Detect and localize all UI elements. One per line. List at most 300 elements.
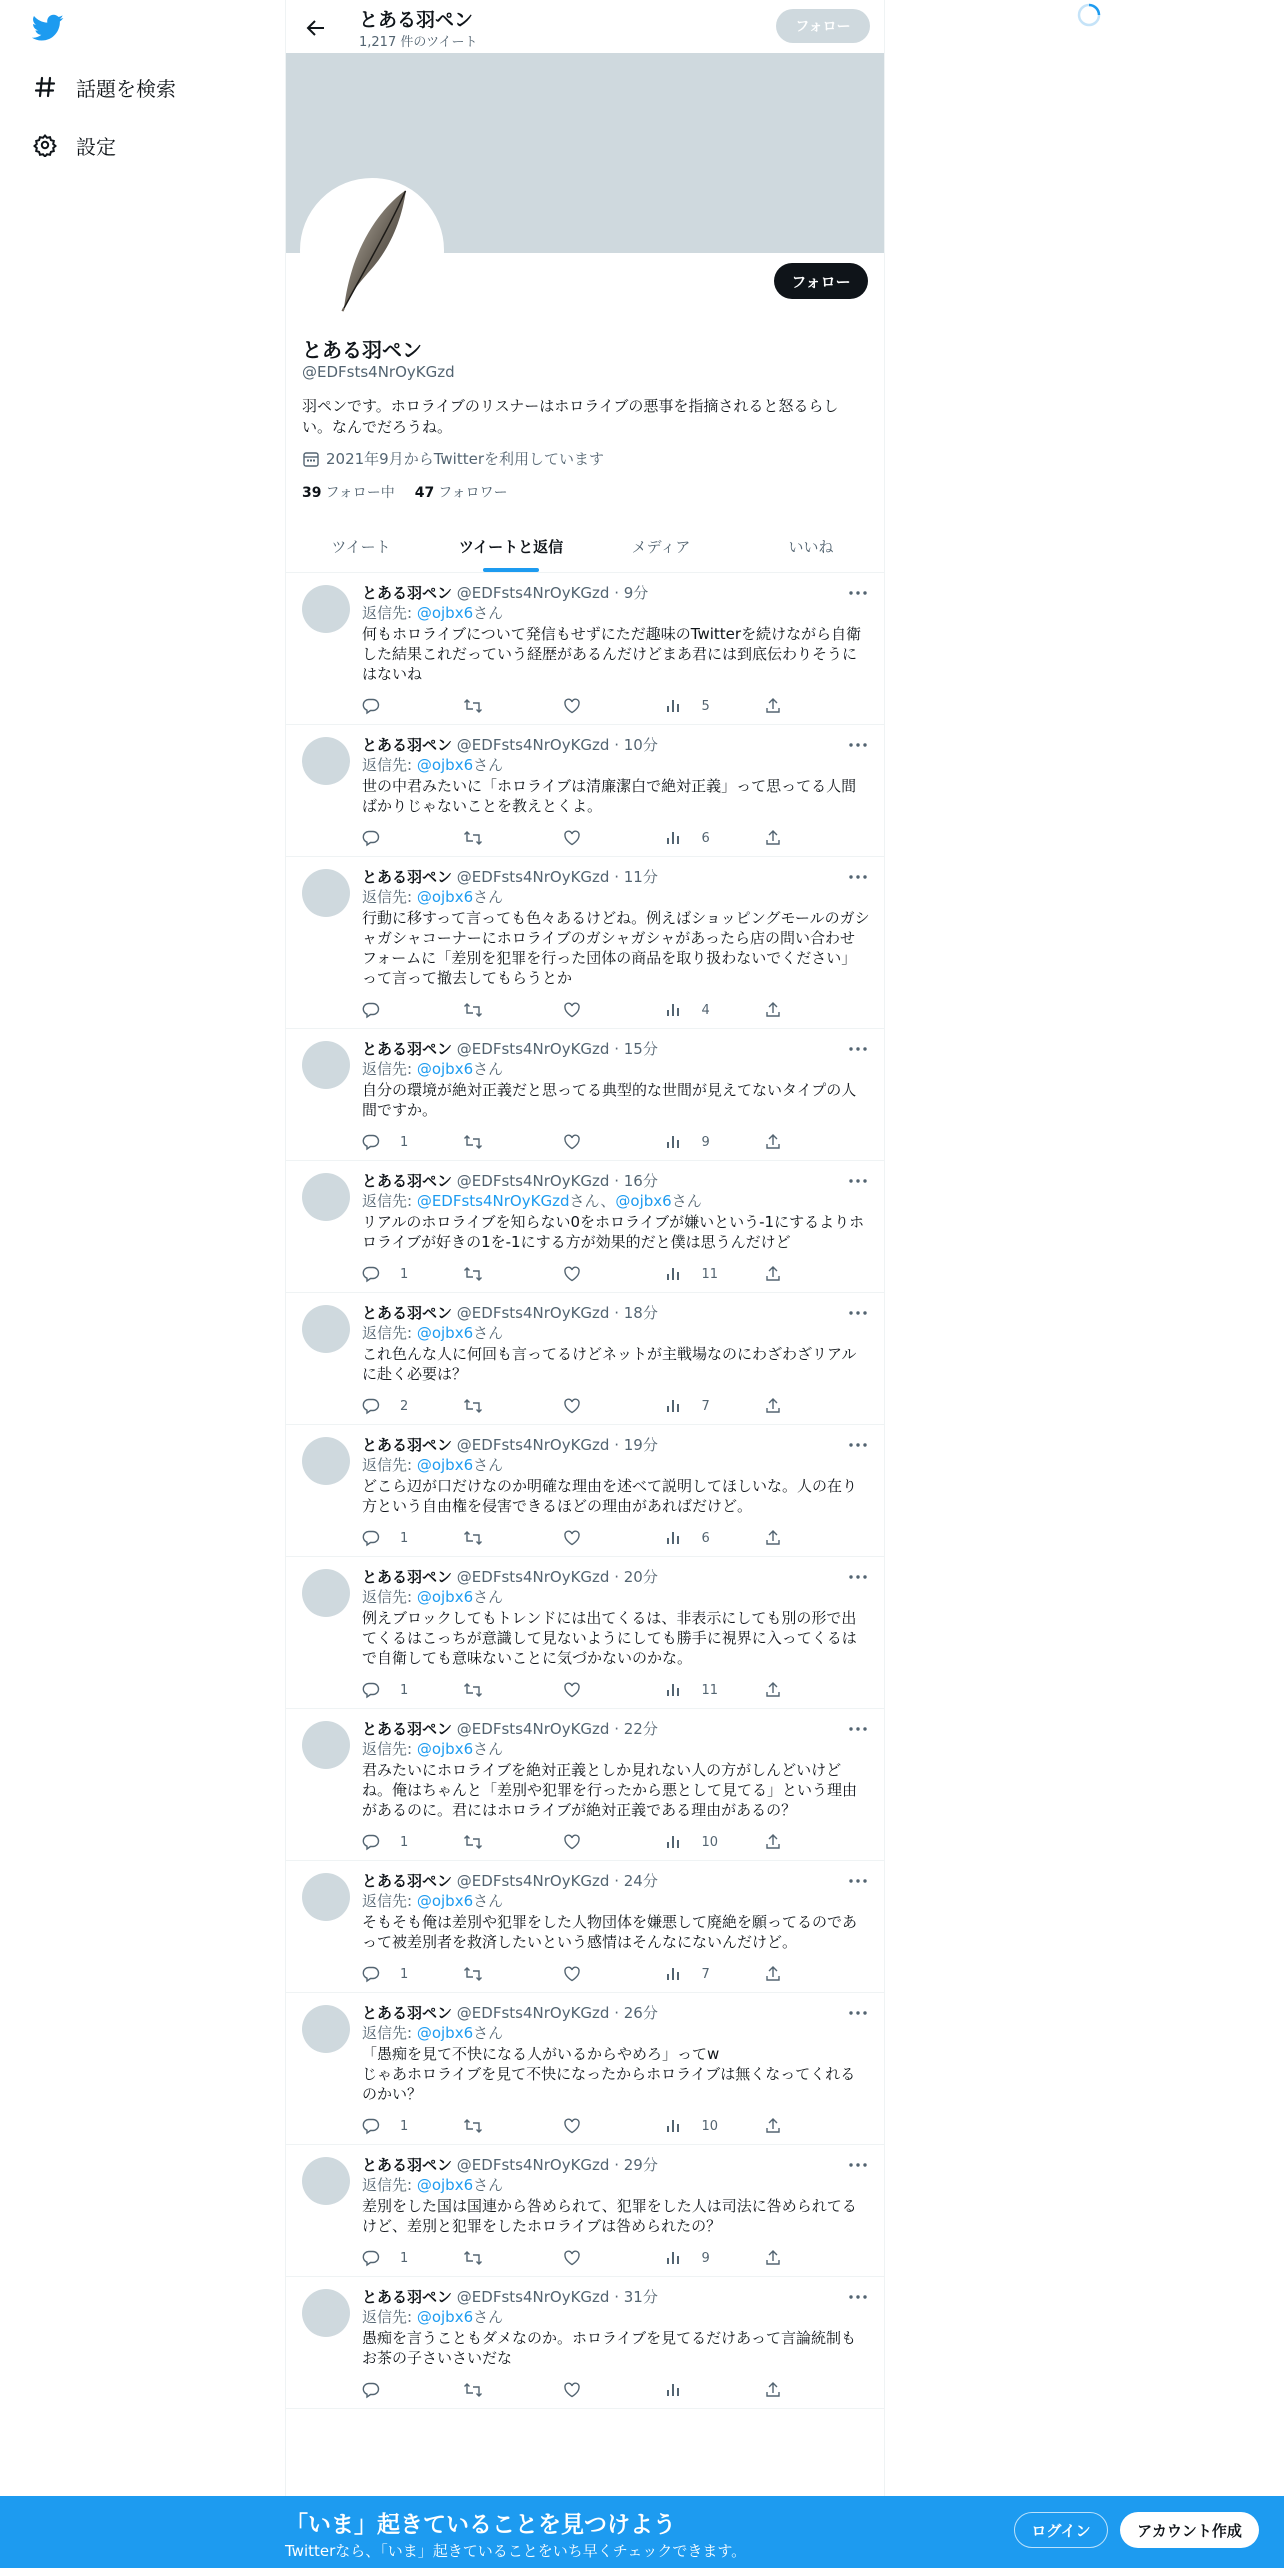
share-button[interactable] <box>764 1133 794 1151</box>
tweet-time[interactable]: 24分 <box>623 1872 658 1890</box>
signup-button[interactable]: アカウント作成 <box>1120 2512 1259 2548</box>
tweet-author-name[interactable]: とある羽ペン <box>362 2288 453 2306</box>
reply-button[interactable] <box>362 1529 442 1547</box>
tweet[interactable] <box>286 573 885 725</box>
tweet-author-handle[interactable]: @EDFsts4NrOyKGzd <box>456 584 610 602</box>
followers-link[interactable] <box>415 482 508 502</box>
more-options-icon[interactable] <box>846 1567 870 1587</box>
tweet-author-name[interactable]: とある羽ペン <box>362 584 453 602</box>
reply-prefix: 返信先: <box>362 1192 417 1210</box>
retweet-button[interactable] <box>463 2381 543 2399</box>
tweet-text: 「愚痴を見て不快になる人がいるからやめろ」ってw じゃあホロライブを見て不快になったからホロライブは無くなってくれるのかい？ <box>362 2045 856 2103</box>
share-button[interactable] <box>764 2249 794 2267</box>
reply-context <box>362 1455 870 1475</box>
share-icon <box>764 1133 792 1151</box>
reply-mention[interactable]: @ojbx6 <box>416 1740 474 1758</box>
reply-suffix: さん <box>473 2024 504 2042</box>
share-icon <box>764 1833 792 1851</box>
like-button[interactable] <box>563 2249 643 2267</box>
share-button[interactable] <box>764 1965 794 1983</box>
views-button[interactable] <box>664 697 744 715</box>
retweet-button[interactable] <box>463 1001 543 1019</box>
retweet-icon <box>463 829 493 847</box>
tweet-header <box>362 583 870 603</box>
tweet-author-name[interactable]: とある羽ペン <box>362 1436 453 1454</box>
profile-handle: @EDFsts4NrOyKGzd <box>302 363 455 381</box>
more-options-icon[interactable] <box>846 1171 870 1191</box>
tweet[interactable] <box>286 2145 885 2277</box>
reply-count: 1 <box>400 1530 409 1546</box>
view-count: 6 <box>701 830 710 846</box>
reply-context <box>362 1191 870 1211</box>
heart-icon <box>563 1681 591 1699</box>
views-button[interactable] <box>664 1397 744 1415</box>
reply-icon <box>362 2249 390 2267</box>
tweet[interactable] <box>286 1425 885 1557</box>
retweet-button[interactable] <box>463 1397 543 1415</box>
share-button[interactable] <box>764 2117 794 2135</box>
more-options-icon[interactable] <box>846 1871 870 1891</box>
tweet-time[interactable]: 20分 <box>623 1568 658 1586</box>
tweet-author-handle[interactable]: @EDFsts4NrOyKGzd <box>456 1040 610 1058</box>
tweet-avatar[interactable] <box>302 1041 350 1089</box>
reply-button[interactable] <box>362 697 442 715</box>
reply-button[interactable] <box>362 2381 442 2399</box>
share-button[interactable] <box>764 2381 794 2399</box>
heart-icon <box>563 1965 591 1983</box>
bar-chart-icon <box>664 1133 692 1151</box>
reply-count: 1 <box>400 2118 409 2134</box>
tweet-time[interactable]: 15分 <box>623 1040 658 1058</box>
views-button[interactable] <box>664 1265 744 1283</box>
tweet-header <box>362 1039 870 1059</box>
share-icon <box>764 1681 792 1699</box>
reply-suffix: さん <box>473 2176 504 2194</box>
share-button[interactable] <box>764 697 794 715</box>
share-icon <box>764 697 792 715</box>
reply-context <box>362 1323 870 1343</box>
reply-mention[interactable]: @ojbx6 <box>416 1324 474 1342</box>
retweet-button[interactable] <box>463 829 543 847</box>
tweet-text: 君みたいにホロライブを絶対正義としか見れない人の方がしんどいけどね。俺はちゃんと「差別や犯罪を行ったから悪として見てる」という理由があるのに。君にはホロライブが絶対正義である理由があるの？ <box>362 1761 858 1819</box>
reply-icon <box>362 1265 390 1283</box>
retweet-icon <box>463 1965 493 1983</box>
tweet-actions <box>362 1388 794 1424</box>
reply-icon <box>362 1001 390 1019</box>
reply-button[interactable] <box>362 1265 442 1283</box>
profile-avatar[interactable] <box>300 178 444 322</box>
tweet-author-name[interactable]: とある羽ペン <box>362 2004 453 2022</box>
reply-button[interactable] <box>362 1965 442 1983</box>
bar-chart-icon <box>664 1833 692 1851</box>
tweet-actions <box>362 1824 794 1860</box>
tweet-actions <box>362 1956 794 1992</box>
retweet-icon <box>463 1397 493 1415</box>
more-options-icon[interactable] <box>846 1303 870 1323</box>
views-button[interactable] <box>664 1001 744 1019</box>
reply-context <box>362 1891 870 1911</box>
share-icon <box>764 1529 792 1547</box>
tweet-header <box>362 1171 870 1191</box>
tweet-author-handle[interactable]: @EDFsts4NrOyKGzd <box>456 1720 610 1738</box>
tweet-dot: · <box>609 584 624 602</box>
like-button[interactable] <box>563 697 643 715</box>
twitter-logo-icon[interactable] <box>32 14 64 42</box>
reply-suffix: さん <box>473 888 504 906</box>
login-button[interactable]: ログイン <box>1014 2512 1108 2548</box>
reply-button[interactable] <box>362 1833 442 1851</box>
tweet-avatar[interactable] <box>302 1569 350 1617</box>
retweet-icon <box>463 1833 493 1851</box>
tweet-author-name[interactable]: とある羽ペン <box>362 2156 453 2174</box>
tweet-avatar[interactable] <box>302 2157 350 2205</box>
reply-button[interactable] <box>362 1681 442 1699</box>
tweet-time[interactable]: 26分 <box>623 2004 658 2022</box>
bar-chart-icon <box>664 1265 692 1283</box>
tweet-time[interactable]: 10分 <box>623 736 658 754</box>
tweet-avatar[interactable] <box>302 585 350 633</box>
views-button[interactable] <box>664 1833 744 1851</box>
tweet-actions <box>362 1256 794 1292</box>
tweet-author-name[interactable]: とある羽ペン <box>362 1720 453 1738</box>
tweet[interactable] <box>286 857 885 1029</box>
tweet-avatar[interactable] <box>302 1721 350 1769</box>
more-options-icon[interactable] <box>846 735 870 755</box>
tweet-text: 愚痴を言うこともダメなのか。ホロライブを見てるだけあって言論統制もお茶の子さいさいだな <box>362 2329 856 2367</box>
tweet-time[interactable]: 11分 <box>623 868 658 886</box>
views-button[interactable] <box>664 2381 744 2399</box>
like-button[interactable] <box>563 1133 643 1151</box>
tweet-time[interactable]: 29分 <box>623 2156 658 2174</box>
retweet-button[interactable] <box>463 1265 543 1283</box>
retweet-icon <box>463 1681 493 1699</box>
reply-mention[interactable]: @ojbx6 <box>416 2308 474 2326</box>
more-options-icon[interactable] <box>846 2287 870 2307</box>
tweet-dot: · <box>609 2004 624 2022</box>
tweet[interactable] <box>286 1029 885 1161</box>
reply-suffix: さん <box>473 1324 504 1342</box>
tweet-author-handle[interactable]: @EDFsts4NrOyKGzd <box>456 736 610 754</box>
tweet-text: 何もホロライブについて発信もせずにただ趣味のTwitterを続けながら自衛した結果これだっていう経歴があるんだけどまあ君には到底伝わりそうにはないね <box>362 625 862 683</box>
tweet[interactable] <box>286 1709 885 1861</box>
share-button[interactable] <box>764 1681 794 1699</box>
top-header <box>286 0 885 53</box>
reply-prefix: 返信先: <box>362 2176 417 2194</box>
reply-button[interactable] <box>362 1133 442 1151</box>
reply-mention[interactable]: @ojbx6 <box>615 1192 672 1210</box>
retweet-button[interactable] <box>463 1529 543 1547</box>
follow-button[interactable]: フォロー <box>774 263 868 299</box>
tweet[interactable] <box>286 1993 885 2145</box>
more-options-icon[interactable] <box>846 1719 870 1739</box>
header-follow-button[interactable]: フォロー <box>776 9 870 43</box>
share-button[interactable] <box>764 829 794 847</box>
share-icon <box>764 1001 792 1019</box>
share-button[interactable] <box>764 1265 794 1283</box>
reply-button[interactable] <box>362 1397 442 1415</box>
reply-prefix: 返信先: <box>362 1060 417 1078</box>
retweet-icon <box>463 2381 493 2399</box>
more-options-icon[interactable] <box>846 867 870 887</box>
tweet-actions <box>362 820 794 856</box>
views-button[interactable] <box>664 2249 744 2267</box>
reply-context <box>362 2175 870 2195</box>
loading-spinner-icon <box>1077 3 1101 27</box>
reply-button[interactable] <box>362 1001 442 1019</box>
tweet-author-name[interactable]: とある羽ペン <box>362 1872 453 1890</box>
tweet-time[interactable]: 22分 <box>623 1720 658 1738</box>
reply-suffix: さん <box>473 1060 504 1078</box>
profile-tabs <box>286 520 885 573</box>
tweet-author-handle[interactable]: @EDFsts4NrOyKGzd <box>456 1568 610 1586</box>
reply-suffix: さん <box>473 2308 504 2326</box>
view-count: 11 <box>701 1266 719 1282</box>
reply-prefix: 返信先: <box>362 1588 417 1606</box>
reply-context <box>362 1059 870 1079</box>
share-button[interactable] <box>764 1001 794 1019</box>
tweet-text: リアルのホロライブを知らない0をホロライブが嫌いという-1にするよりホロライブが好きの1を-1にする方が効果的だと僕は思うんだけど <box>362 1213 865 1251</box>
tweet-author-handle[interactable]: @EDFsts4NrOyKGzd <box>456 1872 610 1890</box>
tweet-avatar[interactable] <box>302 869 350 917</box>
tweet-text: 自分の環境が絶対正義だと思ってる典型的な世間が見えてないタイプの人間ですか。 <box>362 1081 857 1119</box>
tweet-text: そもそも俺は差別や犯罪をした人物団体を嫌悪して廃絶を願ってるのであって被差別者を救済したいという感情はそんなにないんだけど。 <box>362 1913 858 1951</box>
retweet-button[interactable] <box>463 1681 543 1699</box>
tab-media[interactable]: メディア <box>631 537 691 556</box>
share-button[interactable] <box>764 1833 794 1851</box>
tweet-actions <box>362 2372 794 2408</box>
views-button[interactable] <box>664 829 744 847</box>
like-button[interactable] <box>563 1265 643 1283</box>
tweet-time[interactable]: 19分 <box>623 1436 658 1454</box>
reply-prefix: 返信先: <box>362 2024 417 2042</box>
reply-prefix: 返信先: <box>362 2308 417 2326</box>
reply-suffix: さん <box>671 1192 702 1210</box>
more-options-icon[interactable] <box>846 1039 870 1059</box>
view-count: 10 <box>701 1834 719 1850</box>
retweet-button[interactable] <box>463 1133 543 1151</box>
following-label: フォロー中 <box>325 485 395 501</box>
arrow-left-icon <box>306 18 326 38</box>
nav-item-settings[interactable] <box>32 125 116 165</box>
views-button[interactable] <box>664 2117 744 2135</box>
reply-count: 1 <box>400 1966 409 1982</box>
followers-label: フォロワー <box>438 485 508 501</box>
retweet-icon <box>463 2117 493 2135</box>
reply-mention[interactable]: @EDFsts4NrOyKGzd <box>416 1192 570 1210</box>
quill-feather-icon <box>304 182 440 318</box>
reply-context <box>362 1739 870 1759</box>
tweet-author-name[interactable]: とある羽ペン <box>362 1568 453 1586</box>
header-tweet-count: 1,217 件のツイート <box>359 35 478 50</box>
tweet[interactable] <box>286 725 885 857</box>
tab-tweets[interactable]: ツイート <box>331 537 391 556</box>
reply-mention[interactable]: @ojbx6 <box>416 1060 474 1078</box>
reply-context <box>362 2023 870 2043</box>
like-button[interactable] <box>563 1397 643 1415</box>
retweet-icon <box>463 2249 493 2267</box>
reply-icon <box>362 1833 390 1851</box>
tweet-time[interactable]: 9分 <box>623 584 649 602</box>
tweet-avatar[interactable] <box>302 1173 350 1221</box>
reply-mention[interactable]: @ojbx6 <box>416 756 474 774</box>
back-button[interactable] <box>300 12 332 44</box>
views-button[interactable] <box>664 1133 744 1151</box>
tweet-dot: · <box>609 1568 624 1586</box>
reply-mention[interactable]: @ojbx6 <box>416 1588 474 1606</box>
heart-icon <box>563 829 591 847</box>
reply-icon <box>362 1681 390 1699</box>
bar-chart-icon <box>664 1529 692 1547</box>
tweet-author-handle[interactable]: @EDFsts4NrOyKGzd <box>456 1172 610 1190</box>
reply-mention[interactable]: @ojbx6 <box>416 2176 474 2194</box>
reply-mention[interactable]: @ojbx6 <box>416 604 474 622</box>
reply-count: 1 <box>400 1134 409 1150</box>
like-button[interactable] <box>563 1681 643 1699</box>
retweet-button[interactable] <box>463 697 543 715</box>
tweet-header <box>362 1871 870 1891</box>
tweet-dot: · <box>609 1040 624 1058</box>
reply-icon <box>362 1965 390 1983</box>
reply-suffix: さん <box>473 1456 504 1474</box>
views-button[interactable] <box>664 1529 744 1547</box>
tweet-dot: · <box>609 1172 624 1190</box>
tweet-actions <box>362 1124 794 1160</box>
tweet-author-name[interactable]: とある羽ペン <box>362 1304 453 1322</box>
heart-icon <box>563 1133 591 1151</box>
like-button[interactable] <box>563 1001 643 1019</box>
reply-suffix: さん <box>473 1892 504 1910</box>
retweet-button[interactable] <box>463 2249 543 2267</box>
tweet-author-handle[interactable]: @EDFsts4NrOyKGzd <box>456 2288 610 2306</box>
reply-prefix: 返信先: <box>362 1456 417 1474</box>
like-button[interactable] <box>563 1833 643 1851</box>
views-button[interactable] <box>664 1681 744 1699</box>
tweet-time[interactable]: 31分 <box>623 2288 658 2306</box>
tweet-header <box>362 1719 870 1739</box>
reply-prefix: 返信先: <box>362 604 417 622</box>
tweet-actions <box>362 2240 794 2276</box>
reply-icon <box>362 697 390 715</box>
views-button[interactable] <box>664 1965 744 1983</box>
share-button[interactable] <box>764 1397 794 1415</box>
reply-prefix: 返信先: <box>362 888 417 906</box>
tweet-header <box>362 1303 870 1323</box>
reply-prefix: 返信先: <box>362 756 417 774</box>
reply-suffix: さん <box>473 604 504 622</box>
like-button[interactable] <box>563 2117 643 2135</box>
reply-button[interactable] <box>362 2249 442 2267</box>
tweet-text: 差別をした国は国連から咎められて、犯罪をした人は司法に咎められてるけど、差別と犯罪をしたホロライブは咎められたの？ <box>362 2197 857 2235</box>
tweet-time[interactable]: 16分 <box>623 1172 658 1190</box>
more-options-icon[interactable] <box>846 1435 870 1455</box>
reply-mention[interactable]: @ojbx6 <box>416 1892 474 1910</box>
share-button[interactable] <box>764 1529 794 1547</box>
reply-count: 1 <box>400 1266 409 1282</box>
tweet-avatar[interactable] <box>302 2289 350 2337</box>
tweet-avatar[interactable] <box>302 1873 350 1921</box>
more-options-icon[interactable] <box>846 583 870 603</box>
tweet[interactable] <box>286 1861 885 1993</box>
tweet-actions <box>362 688 794 724</box>
tweet-dot: · <box>609 1872 624 1890</box>
tab-tweets-and-replies[interactable]: ツイートと返信 <box>436 520 586 572</box>
tweet-author-name[interactable]: とある羽ペン <box>362 1040 453 1058</box>
profile-bio: 羽ペンです。ホロライブのリスナーはホロライブの悪事を指摘されると怒るらしい。なんでだろうね。 <box>302 397 839 436</box>
tweet-header <box>362 2003 870 2023</box>
view-count: 7 <box>701 1966 710 1982</box>
reply-mention[interactable]: @ojbx6 <box>416 888 474 906</box>
view-count: 11 <box>701 1682 719 1698</box>
reply-mention[interactable]: @ojbx6 <box>416 1456 474 1474</box>
tweet[interactable] <box>286 1293 885 1425</box>
view-count: 5 <box>701 698 710 714</box>
tweet-author-handle[interactable]: @EDFsts4NrOyKGzd <box>456 2156 610 2174</box>
tweet-actions <box>362 2108 794 2144</box>
tweet-author-name[interactable]: とある羽ペン <box>362 736 453 754</box>
share-icon <box>764 2117 792 2135</box>
tweet-author-handle[interactable]: @EDFsts4NrOyKGzd <box>456 2004 610 2022</box>
reply-button[interactable] <box>362 2117 442 2135</box>
tab-likes[interactable]: いいね <box>788 537 834 556</box>
like-button[interactable] <box>563 1529 643 1547</box>
retweet-button[interactable] <box>463 1965 543 1983</box>
tweet-author-handle[interactable]: @EDFsts4NrOyKGzd <box>456 1304 610 1322</box>
tweet[interactable] <box>286 2277 885 2409</box>
nav-item-explore[interactable] <box>32 67 176 107</box>
tweet-author-handle[interactable]: @EDFsts4NrOyKGzd <box>456 1436 610 1454</box>
bar-chart-icon <box>664 697 692 715</box>
bar-chart-icon <box>664 2249 692 2267</box>
tweet-dot: · <box>609 1436 624 1454</box>
retweet-button[interactable] <box>463 1833 543 1851</box>
tweet-avatar[interactable] <box>302 1437 350 1485</box>
more-options-icon[interactable] <box>846 2155 870 2175</box>
tweet[interactable] <box>286 1161 885 1293</box>
view-count: 7 <box>701 1398 710 1414</box>
reply-context <box>362 887 870 907</box>
like-button[interactable] <box>563 1965 643 1983</box>
signup-banner-title: 「いま」起きていることを見つけよう <box>285 2512 676 2538</box>
like-button[interactable] <box>563 829 643 847</box>
reply-count: 2 <box>400 1398 409 1414</box>
tweet-author-name[interactable]: とある羽ペン <box>362 1172 453 1190</box>
tweet-author-handle[interactable]: @EDFsts4NrOyKGzd <box>456 868 610 886</box>
retweet-icon <box>463 697 493 715</box>
tweet-header <box>362 1567 870 1587</box>
tweet-author-name[interactable]: とある羽ペン <box>362 868 453 886</box>
tweet-avatar[interactable] <box>302 1305 350 1353</box>
reply-icon <box>362 1133 390 1151</box>
reply-prefix: 返信先: <box>362 1892 417 1910</box>
tweet-time[interactable]: 18分 <box>623 1304 658 1322</box>
reply-prefix: 返信先: <box>362 1324 417 1342</box>
tweet[interactable] <box>286 1557 885 1709</box>
tweet-text: 例えブロックしてもトレンドには出てくるは、非表示にしても別の形で出てくるはこっちが意識して見ないようにしても勝手に視界に入ってくるはで自衛しても意味ないことに気づかないのかな。 <box>362 1609 857 1667</box>
nav-label: 話題を検索 <box>76 76 176 101</box>
reply-button[interactable] <box>362 829 442 847</box>
reply-mention[interactable]: @ojbx6 <box>416 2024 474 2042</box>
retweet-button[interactable] <box>463 2117 543 2135</box>
following-link[interactable] <box>302 482 395 502</box>
view-count: 9 <box>701 2250 710 2266</box>
heart-icon <box>563 2117 591 2135</box>
like-button[interactable] <box>563 2381 643 2399</box>
share-icon <box>764 2249 792 2267</box>
tweet-avatar[interactable] <box>302 2005 350 2053</box>
more-options-icon[interactable] <box>846 2003 870 2023</box>
signup-banner-subtitle: Twitterなら、「いま」起きていることをいち早くチェックできます。 <box>285 2542 747 2560</box>
tweet-avatar[interactable] <box>302 737 350 785</box>
